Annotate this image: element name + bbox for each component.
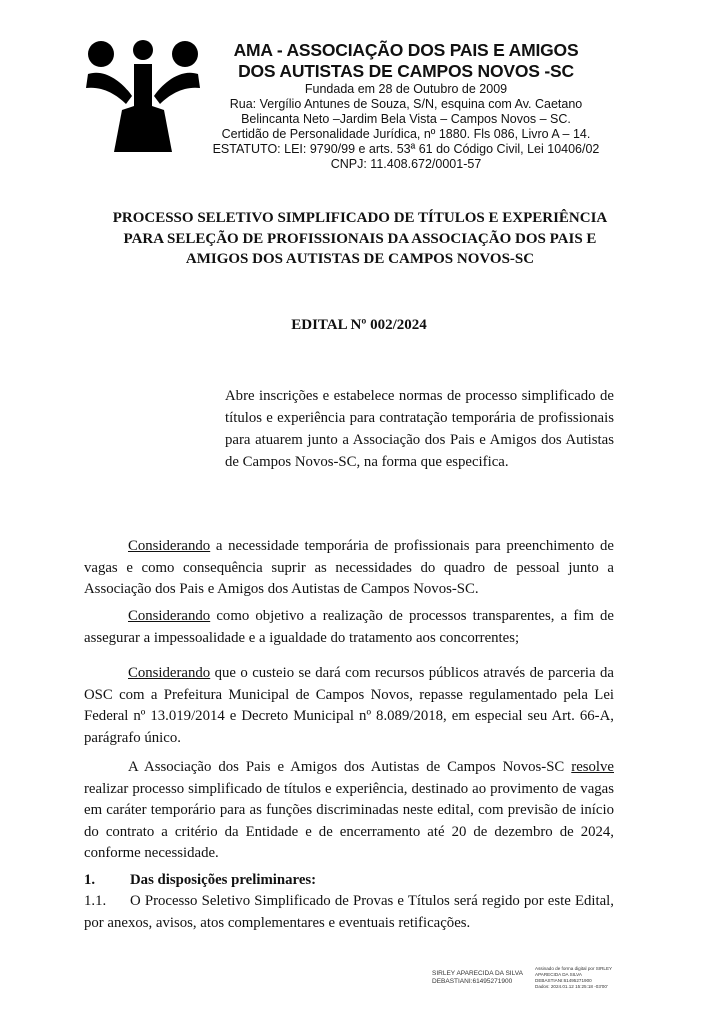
document-title xyxy=(60,208,660,270)
section-heading-1 xyxy=(84,872,316,889)
edital-number: EDITAL Nº 002/2024 xyxy=(291,317,427,333)
signature-meta-line4: Dados: 2024.01.12 15:25:18 -03'00' xyxy=(535,984,608,989)
abstract-paragraph: Abre inscrições e estabelece normas de processo simplificado de títulos e experiência para contratação temporária de profissionais para atuarem junto a Associação dos Pais e Amigos dos Autistas de Campos Novos-SC, na forma que especifica. xyxy=(225,388,614,470)
org-name-line2: DOS AUTISTAS DE CAMPOS NOVOS -SC xyxy=(238,61,574,81)
considering-paragraph-2 xyxy=(84,606,614,649)
title-line3: AMIGOS DOS AUTISTAS DE CAMPOS NOVOS-SC xyxy=(185,251,535,267)
considering-keyword: Considerando xyxy=(128,665,211,681)
paragraph-text: A Associação dos Pais e Amigos dos Autistas de Campos Novos-SC xyxy=(128,759,572,775)
section-number: 1. xyxy=(84,872,96,888)
signature-meta-line2: APARECIDA DA SILVA xyxy=(535,972,582,977)
address-line1: Rua: Vergílio Antunes de Souza, S/N, esquina com Av. Caetano xyxy=(229,97,583,111)
paragraph-text: a necessidade temporária de profissionais para preenchimento de vagas e como consequência suprir as necessidades do quadro de pessoal junto a Associação dos Pais e Amigos dos Autistas de Campos Novos-SC. xyxy=(84,538,614,597)
certificate-line: Certidão de Personalidade Jurídica, nº 1880. Fls 086, Livro A – 14. xyxy=(221,127,591,141)
title-line2: PARA SELEÇÃO DE PROFISSIONAIS DA ASSOCIAÇÃO DOS PAIS E xyxy=(123,230,597,247)
considering-keyword: Considerando xyxy=(128,608,211,624)
considering-keyword: Considerando xyxy=(128,538,211,554)
signer-name xyxy=(432,970,532,986)
ama-logo-icon xyxy=(84,40,202,152)
item-number: 1.1. xyxy=(84,893,107,909)
title-line1: PROCESSO SELETIVO SIMPLIFICADO DE TÍTULOS E EXPERIÊNCIA xyxy=(112,210,608,226)
considering-paragraph-3 xyxy=(84,663,614,749)
signature-details xyxy=(535,966,645,990)
cnpj-line: CNPJ: 11.408.672/0001-57 xyxy=(330,157,482,171)
digital-signature xyxy=(432,966,642,1002)
letterhead xyxy=(206,40,606,172)
considering-paragraph-1 xyxy=(84,536,614,601)
resolve-keyword: resolve xyxy=(571,759,614,775)
paragraph-text: que o custeio se dará com recursos públicos através de parceria da OSC com a Prefeitura Municipal de Campos Novos, repasse regulamentado pela Lei Federal nº 13.019/2014 e Decreto Municipal nº 8.089/2018, em especial seu Art. 66-A, parágrafo único. xyxy=(84,665,614,746)
signature-meta-line3: DEBASTIANI:61495271900 xyxy=(535,978,592,983)
paragraph-text: realizar processo simplificado de títulos e experiência, destinado ao provimento de vagas em caráter temporário para as funções discriminadas neste edital, com previsão de início do contrato a critério da Entidade e de encerramento até 20 de dezembro de 2024, conforme necessidade. xyxy=(84,780,614,861)
item-text: O Processo Seletivo Simplificado de Provas e Títulos será regido por este Edital, por anexos, avisos, atos complementares e eventuais retificações. xyxy=(84,893,614,931)
item-1-1 xyxy=(84,891,614,934)
founded-date: Fundada em 28 de Outubro de 2009 xyxy=(304,82,508,96)
section-title: Das disposições preliminares: xyxy=(130,872,317,888)
address-line2: Belincanta Neto –Jardim Bela Vista – Campos Novos – SC. xyxy=(241,112,571,126)
signer-name-line2: DEBASTIANI:61495271900 xyxy=(432,978,513,985)
statute-line: ESTATUTO: LEI: 9790/99 e arts. 53ª 61 do Código Civil, Lei 10406/02 xyxy=(212,142,600,156)
signature-meta-line1: Assinado de forma digital por SIRLEY xyxy=(535,966,613,971)
resolve-paragraph xyxy=(84,757,614,865)
org-name-line1: AMA - ASSOCIAÇÃO DOS PAIS E AMIGOS xyxy=(233,40,579,60)
signer-name-line1: SIRLEY APARECIDA DA SILVA xyxy=(432,970,523,977)
paragraph-text: como objetivo a realização de processos transparentes, a fim de assegurar a impessoalidade e a igualdade do tratamento aos concorrentes; xyxy=(84,608,614,646)
